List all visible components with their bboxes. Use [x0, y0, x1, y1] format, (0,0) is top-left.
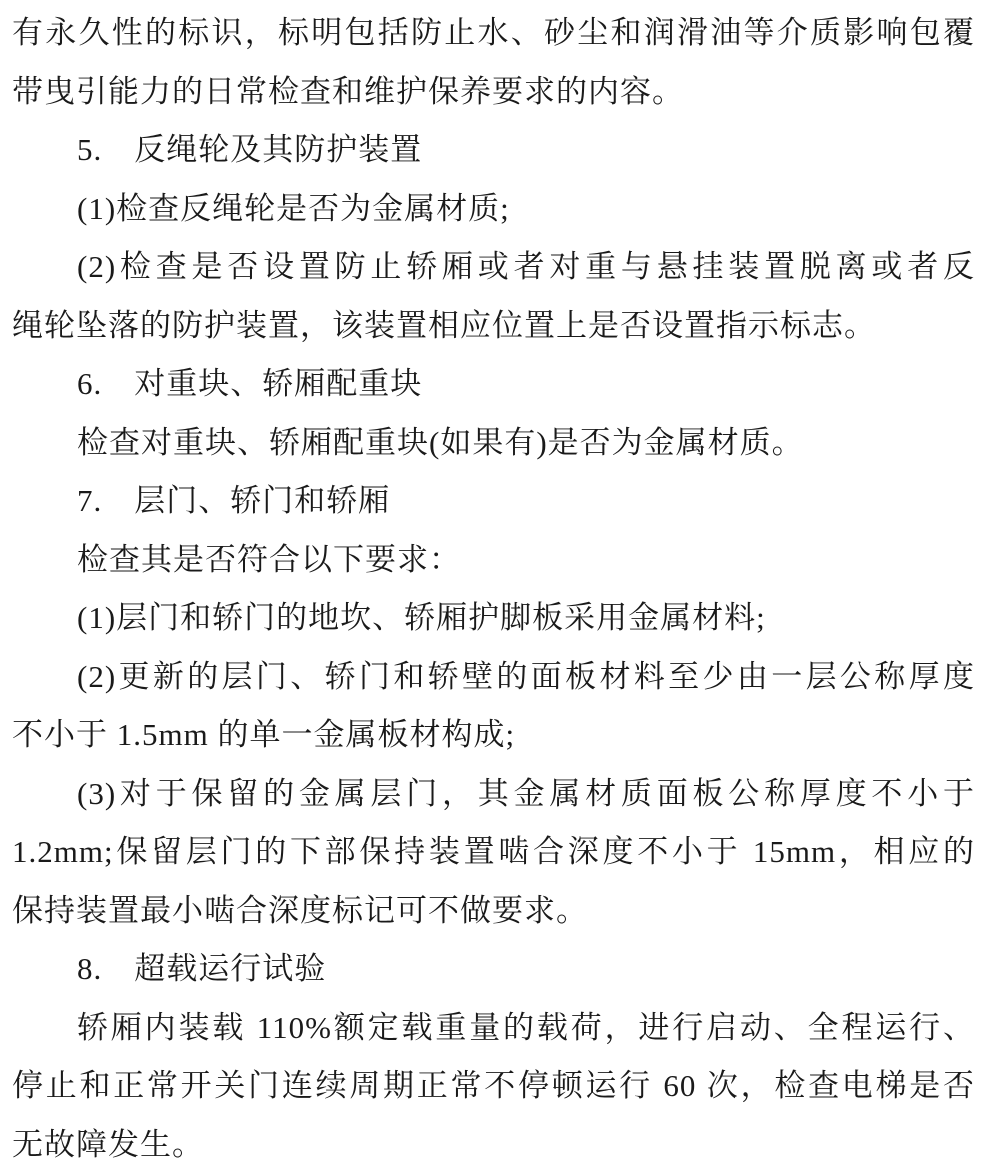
text-line: 无故障发生。 [12, 1126, 204, 1162]
text-line: 有永久性的标识，标明包括防止水、砂尘和润滑油等介质影响包覆 [12, 15, 975, 50]
text-line: 7. 层门、轿门和轿厢 [77, 483, 391, 518]
text-line: (1)层门和轿门的地坎、轿厢护脚板采用金属材料; [77, 600, 766, 635]
document-body [12, 4, 975, 1174]
text-line: 停止和正常开关门连续周期正常不停顿运行 60 次，检查电梯是否 [12, 1068, 975, 1103]
text-line: 5. 反绳轮及其防护装置 [77, 132, 423, 167]
text-line: 检查对重块、轿厢配重块(如果有)是否为金属材质。 [77, 424, 804, 460]
text-line: (1)检查反绳轮是否为金属材质; [77, 190, 510, 226]
text-line: 带曳引能力的日常检查和维护保养要求的内容。 [12, 73, 684, 109]
text-line: 保持装置最小啮合深度标记可不做要求。 [12, 892, 588, 928]
text-line: (2)检查是否设置防止轿厢或者对重与悬挂装置脱离或者反 [77, 249, 975, 284]
text-line: 轿厢内装载 110%额定载重量的载荷，进行启动、全程运行、 [77, 1009, 975, 1045]
text-line: 6. 对重块、轿厢配重块 [77, 366, 423, 401]
text-line: 1.2mm;保留层门的下部保持装置啮合深度不小于 15mm，相应的 [12, 834, 975, 869]
text-line: (2)更新的层门、轿门和轿壁的面板材料至少由一层公称厚度 [77, 658, 975, 694]
text-line: 检查其是否符合以下要求： [77, 541, 461, 577]
text-line: (3)对于保留的金属层门，其金属材质面板公称厚度不小于 [77, 775, 975, 811]
text-line: 绳轮坠落的防护装置，该装置相应位置上是否设置指示标志。 [12, 307, 876, 343]
text-line: 不小于 1.5mm 的单一金属板材构成; [12, 717, 516, 752]
text-line: 8. 超载运行试验 [77, 951, 327, 986]
